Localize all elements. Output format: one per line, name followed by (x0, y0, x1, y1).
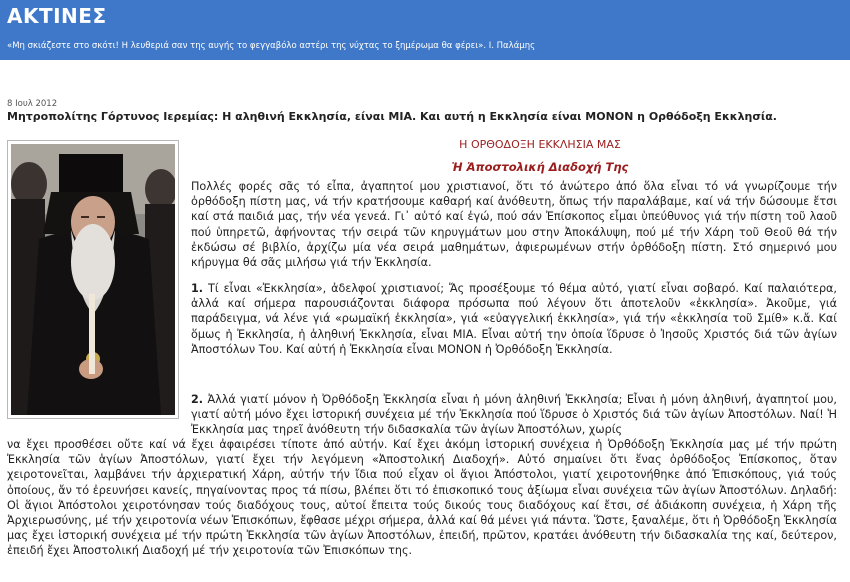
post-title[interactable]: Μητροπολίτης Γόρτυνος Ιερεμίας: Η αληθινή Εκκλησία, είναι ΜΙΑ. Και αυτή η Εκκλησία είναι ΜΟΝΟΝ η Ορθόδοξη Εκκλησία. (7, 110, 777, 123)
article-subtitle-2: Ἡ Ἀποστολική Διαδοχή Της (451, 160, 629, 174)
post-date: 8 Ιουλ 2012 (7, 99, 58, 109)
bishop-photo (7, 140, 179, 419)
blog-title[interactable]: ΑΚΤΙΝΕΣ (7, 4, 107, 28)
bishop-portrait-image (11, 144, 175, 415)
paragraph-number: 1. (191, 282, 204, 295)
article-paragraph-1: Πολλές φορές σᾶς τό εἶπα, ἀγαπητοί μου χριστιανοί, ὅτι τό ἀνώτερο ἀπό ὅλα εἶναι τό νά γνωρίζουμε τήν ὀρθόδοξη πίστη μας, νά τήν κρατήσουμε καθαρή καί ἀνόθευτη, ὅπως τήν παραλάβαμε, καί νά τήν δώσουμε ἔτσι καί στά παιδιά μας, τήν νέα γενεά. Γι᾽ αὐτό καί ἐγώ, πού σάν Ἐπίσκοπος εἶμαι ὑπεύθυνος γιά τήν πίστη τοῦ λαοῦ πού ὑπηρετῶ, ἀφήνοντας τήν σειρά τῶν κηρυγμάτων μου στην Ἀποκάλυψη, πού μέ τήν Χάρη τοῦ Θεοῦ θά τήν ἐκδώσω σέ βιβλίο, ἀρχίζω μία νέα σειρά μαθημάτων, ἀφιερωμένων στήν ὀρθόδοξη πίστη. Στό σημερινό μου κήρυγμα θά σᾶς μιλήσω γιά τήν Ἐκκλησία. (191, 180, 837, 270)
paragraph-number: 2. (191, 393, 204, 406)
article-paragraph-3 (191, 392, 837, 438)
blog-tagline: «Μη σκιάζεστε στο σκότι! Η λευθεριά σαν της αυγής το φεγγαβόλο αστέρι της νύχτας το ξημέρωμα θα φέρει». Ι. Παλάμης (7, 41, 536, 51)
blog-header (0, 0, 850, 60)
paragraph-body: Ἀλλά γιατί μόνον ἡ Ὀρθόδοξη Ἐκκλησία εἶναι ἡ μόνη ἀληθινή Ἐκκλησία; Εἶναι ἡ μόνη ἀληθινή, ἀγαπητοί μου, γιατί αὐτή μόνο ἔχει ἱστορική συνέχεια μέ τήν Ἐκκλησία πού ἵδρυσε ὁ Χριστός διά τῶν ἁγίων Ἀποστόλων. Ναί! Ἡ Ἐκκλησία μας τηρεῖ ἀνόθευτη τήν διδασκαλία τῶν ἁγίων Ἀποστόλων, χωρίς (191, 393, 837, 437)
paragraph-body: Τί εἶναι «Ἐκκλησία», ἀδελφοί χριστιανοί; Ἄς προσέξουμε τό θέμα αὐτό, γιατί εἶναι σοβαρό. Καί παλαιότερα, ἀλλά καί σήμερα παρουσιάζονται διάφορα πρόσωπα πού λέγουν ὅτι ἀποτελοῦν «ἐκκλησία». Ἀκοῦμε, γιά παράδειγμα, νά λένε γιά «ρωμαϊκή ἐκκλησία», γιά «εὐαγγελική ἐκκλησία», γιά τήν «ἐκκλησία τοῦ Σμίθ» κ.ἄ. Καί ὅμως ἡ Ἐκκλησία, ἡ ἀληθινή Ἐκκλησία, εἶναι ΜΙΑ. Εἶναι αὐτή την ὁποία ἵδρυσε ὁ Ἰησοῦς Χριστός διά τῶν ἁγίων Ἀποστόλων Του. Καί αὐτή ἡ Ἐκκλησία εἶναι ΜΟΝΟΝ ἡ Ὀρθόδοξη Ἐκκλησία. (191, 282, 837, 356)
article-subtitle-1: Η ΟΡΘΟΔΟΞΗ ΕΚΚΛΗΣΙΑ ΜΑΣ (459, 138, 621, 151)
article-paragraph-4: να ἔχει προσθέσει οὔτε καί νά ἔχει ἀφαιρέσει τίποτε ἀπό αὐτήν. Καί ἔχει ἀκόμη ἱστορική συνέχεια ἡ Ὀρθόδοξη Ἐκκλησία μας μέ τήν πρώτη Ἐκκλησία τῶν ἁγίων Ἀποστόλων, γιατί ἔχει τήν λεγόμενη «Ἀποστολική Διαδοχή». Αὐτό σημαίνει ὅτι ἕνας ὀρθόδοξος Ἐπίσκοπος, ὅταν χειροτονεῖται, λαμβάνει τήν ἀρχιερατική Χάρη, αὐτήν τήν ἴδια πού εἶχαν οἱ ἅγιοι Ἀπόστολοι, γιατί χειροτονήθηκε ἀπό Ἐπισκόπους, γιά τούς ὁποίους, ἄν τό ἐρευνήσει κανείς, πηγαίνοντας προς τά πίσω, βλέπει ὅτι τό ἐπισκοπικό τους ἀξίωμα εἶναι συνέχεια τῶν ἁγίων Ἀποστόλων. Δηλαδή: Οἱ ἅγιοι Ἀπόστολοι χειροτόνησαν τούς διαδόχους τους, αὐτοί ἔπειτα τούς δικούς τους διαδόχους καί ἔτσι, σέ ἀδιάκοπη συνέχεια, ἡ Χάρη τῆς Ἀρχιερωσύνης, μέ τήν χειροτονία νέων Ἐπισκόπων, ἔφθασε μέχρι σήμερα, ἀλλά καί θά μένει γιά πάντα. Ὥστε, ξαναλέμε, ὅτι ἡ Ὀρθόδοξη Ἐκκλησία μας ἔχει ἱστορική συνέχεια μέ τήν πρώτη Ἐκκλησία τῶν ἁγίων Ἀποστόλων, ἐπειδή, πρῶτον, κρατάει ἀνόθευτη τήν διδασκαλία της καί, δεύτερον, ἐπειδή ἔχει Ἀποστολική Διαδοχή μέ τήν χειροτονία τῶν Ἐπισκόπων της. (7, 438, 837, 558)
article-paragraph-2 (191, 281, 837, 357)
